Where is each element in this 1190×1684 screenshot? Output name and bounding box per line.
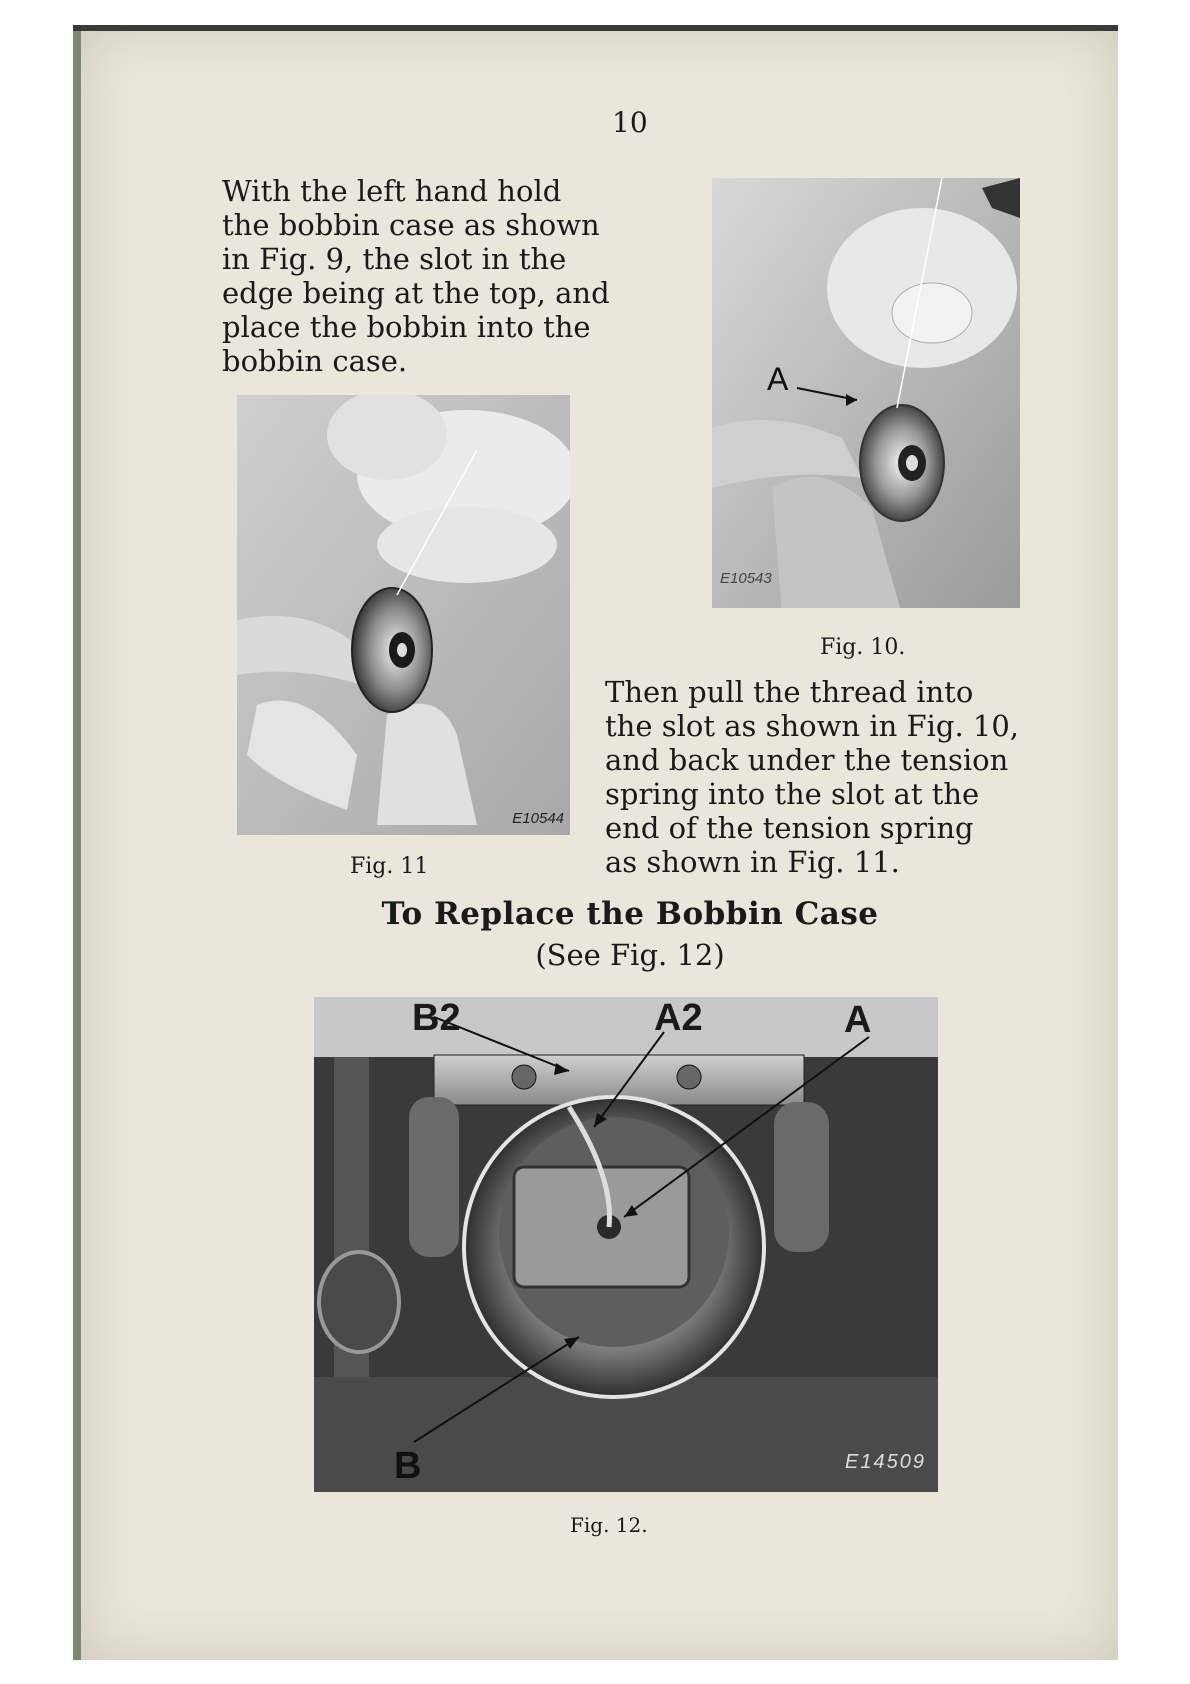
fig10-photo <box>712 178 1020 615</box>
section-heading: To Replace the Bobbin Case <box>381 896 879 932</box>
text-line: the slot as shown in Fig. 10, <box>605 709 1020 743</box>
fig10-illustration <box>712 178 1020 615</box>
callout-a: A <box>844 999 872 1041</box>
text-line: place the bobbin into the <box>222 310 591 344</box>
fig11-illustration <box>237 395 570 835</box>
text-line: and back under the tension <box>605 743 1009 777</box>
text-line: end of the tension spring <box>605 811 974 845</box>
callout-a2: A2 <box>654 997 703 1039</box>
text-line: spring into the slot at the <box>605 777 980 811</box>
fig10-caption: Fig. 10. <box>820 635 906 660</box>
text-line: edge being at the top, and <box>222 276 610 310</box>
text-line: the bobbin case as shown <box>222 208 600 242</box>
instruction-paragraph-1 <box>222 174 638 378</box>
callout-b: B <box>394 1445 422 1487</box>
section-subheading: (See Fig. 12) <box>535 938 725 972</box>
fig11-photo <box>237 395 570 835</box>
text-line: Then pull the thread into <box>605 675 974 709</box>
text-line: bobbin case. <box>222 344 408 378</box>
photo-code: E10544 <box>512 810 564 827</box>
photo-code: E10543 <box>720 570 772 587</box>
callout-b2: B2 <box>412 997 461 1039</box>
photo-code: E14509 <box>845 1451 926 1473</box>
callout-a: A <box>767 361 789 397</box>
page-number: 10 <box>612 106 648 139</box>
fig12-photo <box>314 997 938 1492</box>
text-line: as shown in Fig. 11. <box>605 845 900 879</box>
page-top-edge <box>73 25 1118 31</box>
instruction-paragraph-2 <box>605 675 1048 879</box>
fig12-illustration <box>314 997 938 1492</box>
fig12-caption: Fig. 12. <box>570 1513 648 1537</box>
text-line: in Fig. 9, the slot in the <box>222 242 567 276</box>
fig11-caption: Fig. 11 <box>350 854 429 879</box>
text-line: With the left hand hold <box>222 174 562 208</box>
